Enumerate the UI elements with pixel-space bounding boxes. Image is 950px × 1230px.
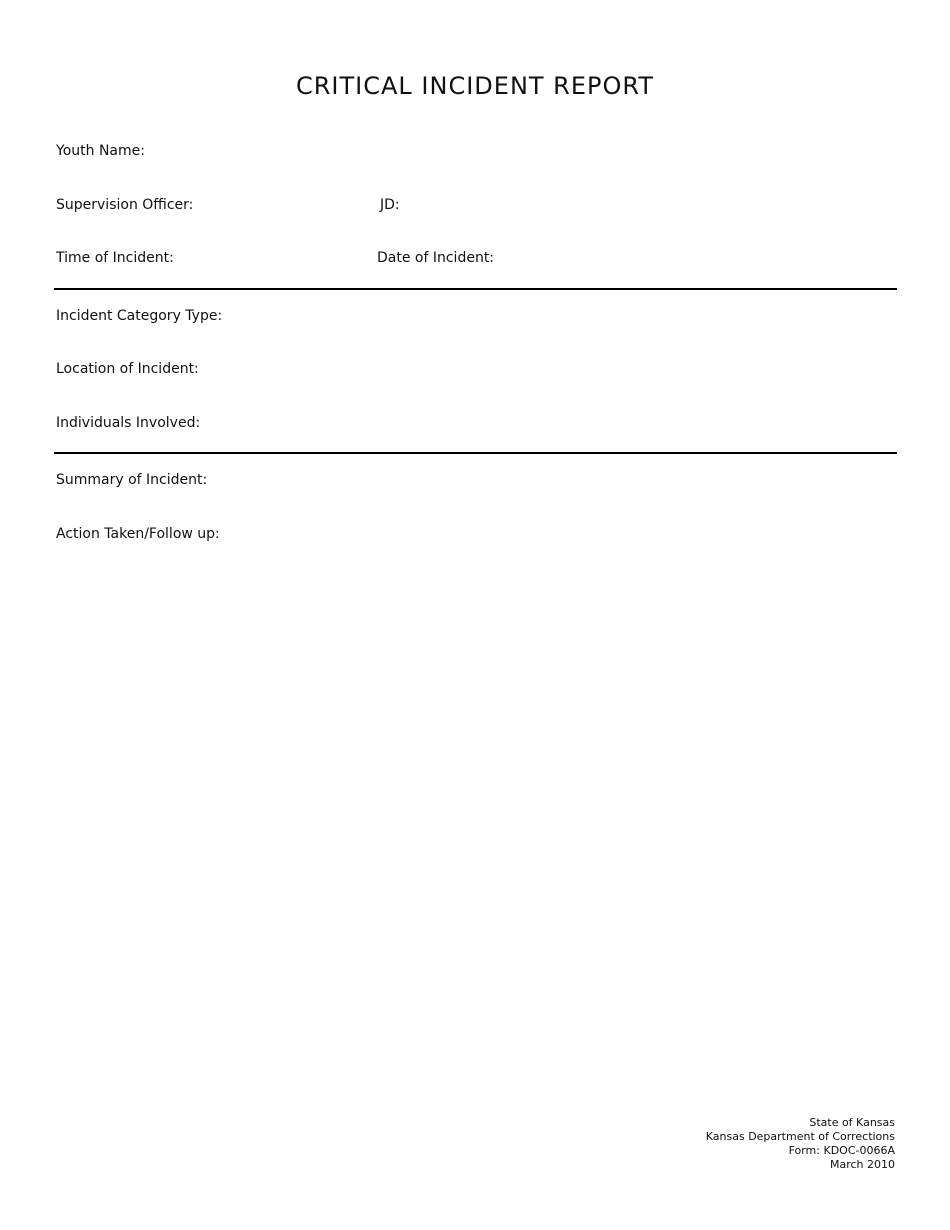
footer-form-number: Form: KDOC-0066A <box>788 1144 895 1157</box>
section-divider <box>54 452 897 454</box>
footer-state: State of Kansas <box>809 1116 895 1129</box>
youth-name-label: Youth Name: <box>56 143 145 159</box>
form-footer <box>706 1116 895 1172</box>
time-of-incident-label: Time of Incident: <box>56 250 174 266</box>
incident-category-type-label: Incident Category Type: <box>56 308 223 324</box>
location-of-incident-label: Location of Incident: <box>56 361 199 377</box>
action-taken-label: Action Taken/Follow up: <box>56 526 220 542</box>
jd-label: JD: <box>380 197 400 213</box>
section-divider <box>54 288 897 290</box>
summary-of-incident-label: Summary of Incident: <box>56 472 208 488</box>
supervision-officer-label: Supervision Officer: <box>56 197 194 213</box>
date-of-incident-label: Date of Incident: <box>377 250 495 266</box>
footer-department: Kansas Department of Corrections <box>705 1130 895 1143</box>
page-title: CRITICAL INCIDENT REPORT <box>296 72 654 100</box>
footer-date: March 2010 <box>829 1158 895 1171</box>
individuals-involved-label: Individuals Involved: <box>56 415 201 431</box>
